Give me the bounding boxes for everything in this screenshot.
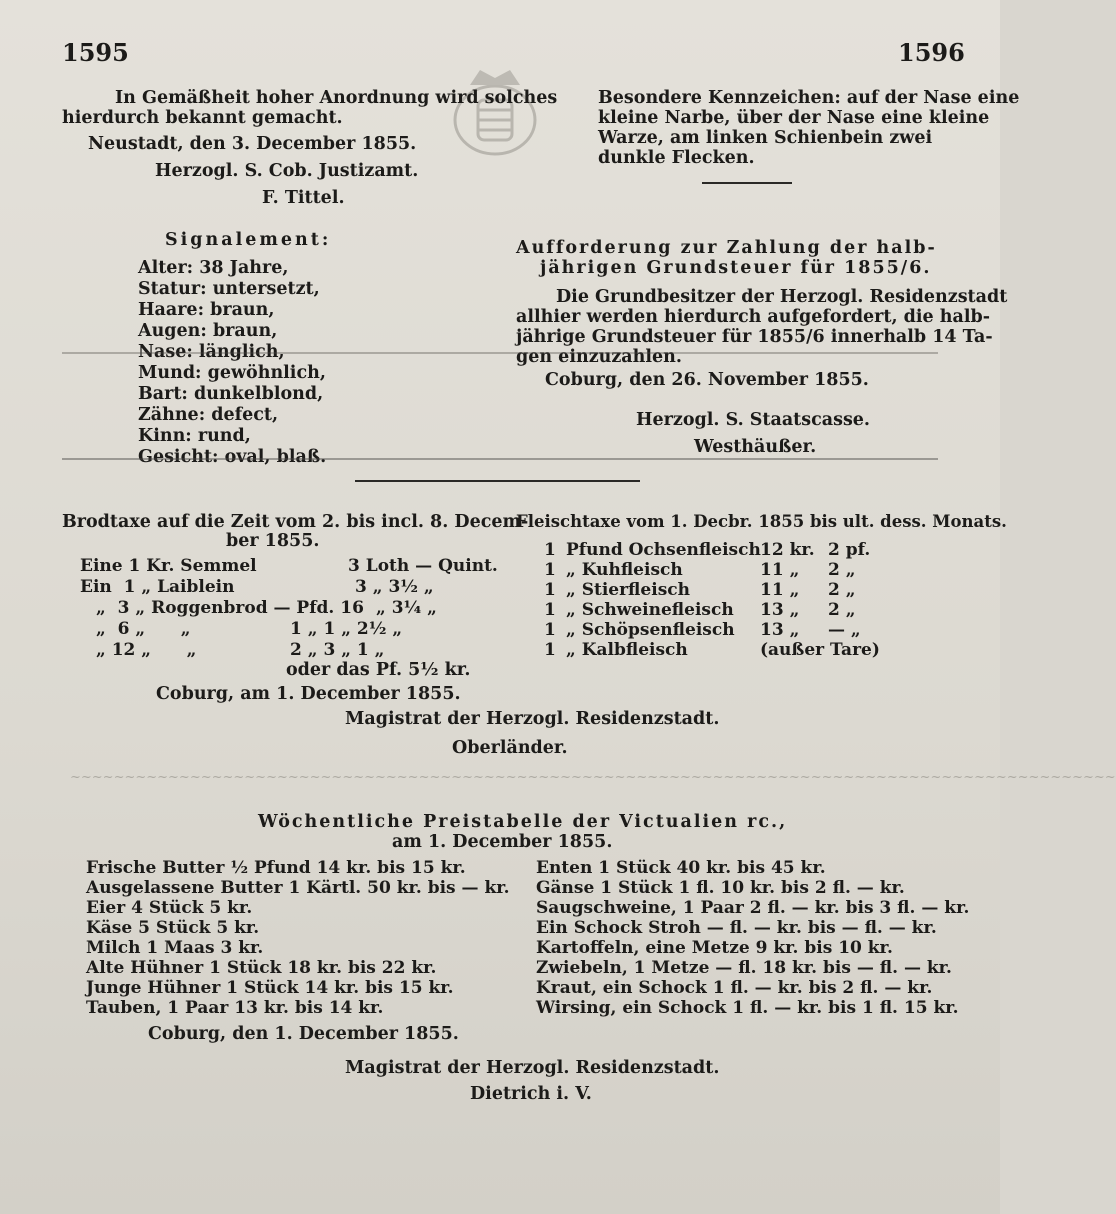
bread-tax-title: Brodtaxe auf die Zeit vom 2. bis incl. 8. Decem- bbox=[62, 512, 529, 532]
victual-item: Käse 5 Stück 5 kr. bbox=[86, 918, 260, 938]
page-number-left: 1595 bbox=[62, 38, 129, 67]
meat-row-count: 1 bbox=[544, 580, 556, 600]
victual-item: Ein Schock Stroh — fl. — kr. bis — fl. — kr. bbox=[536, 918, 937, 938]
victual-item: Eier 4 Stück 5 kr. bbox=[86, 898, 253, 918]
meat-row-item: „ Kuhfleisch bbox=[566, 560, 683, 580]
meat-row-pf: 2 „ bbox=[828, 580, 856, 600]
section-divider bbox=[355, 480, 640, 482]
marks-line: Besondere Kennzeichen: auf der Nase eine bbox=[598, 88, 1020, 108]
notice-signer: F. Tittel. bbox=[262, 188, 345, 208]
signalement-item: Mund: gewöhnlich, bbox=[138, 363, 326, 383]
show-through-text: ~~~~~~~~~~~~~~~~~~~~~~~~~~~~~~~~~~~~~~~~~~~~~~~~~~~~~~~~~~~~~~~~~~~~~~~~~~~~~~~~~~~~~~~~~~~~~~~~ bbox=[70, 770, 1116, 785]
tax-notice-body: Die Grundbesitzer der Herzogl. Residenzstadt bbox=[556, 287, 1008, 307]
signalement-item: Haare: braun, bbox=[138, 300, 275, 320]
bread-tax-place-date: Coburg, am 1. December 1855. bbox=[156, 684, 461, 704]
bread-row-weight: 1 „ 1 „ 2½ „ bbox=[290, 619, 403, 639]
meat-row-kr: 13 „ bbox=[760, 620, 800, 640]
victual-item: Wirsing, ein Schock 1 fl. — kr. bis 1 fl. 15 kr. bbox=[536, 998, 959, 1018]
meat-row-item: „ Kalbfleisch bbox=[566, 640, 688, 660]
show-through-rule bbox=[62, 352, 938, 354]
signalement-title: Signalement: bbox=[165, 230, 332, 250]
signalement-item: Augen: braun, bbox=[138, 321, 278, 341]
meat-row-kr: 11 „ bbox=[760, 560, 800, 580]
bread-row-weight: 3 „ 3½ „ bbox=[355, 577, 434, 597]
marks-line: kleine Narbe, über der Nase eine kleine bbox=[598, 108, 990, 128]
victual-item: Milch 1 Maas 3 kr. bbox=[86, 938, 264, 958]
victual-item: Gänse 1 Stück 1 fl. 10 kr. bis 2 fl. — kr. bbox=[536, 878, 905, 898]
signalement-item: Statur: untersetzt, bbox=[138, 279, 320, 299]
marks-line: dunkle Flecken. bbox=[598, 148, 755, 168]
meat-row-pf: 2 „ bbox=[828, 560, 856, 580]
meat-row-count: 1 bbox=[544, 640, 556, 660]
meat-row-pf: 2 „ bbox=[828, 600, 856, 620]
victual-item: Alte Hühner 1 Stück 18 kr. bis 22 kr. bbox=[86, 958, 437, 978]
notice-office: Herzogl. S. Cob. Justizamt. bbox=[155, 161, 419, 181]
notice-line: hierdurch bekannt gemacht. bbox=[62, 108, 343, 128]
meat-row-count: 1 bbox=[544, 600, 556, 620]
tax-notice-office: Herzogl. S. Staatscasse. bbox=[636, 410, 871, 430]
tax-notice-body: gen einzuzahlen. bbox=[516, 347, 682, 367]
meat-row-count: 1 bbox=[544, 560, 556, 580]
bread-row: Eine 1 Kr. Semmel bbox=[80, 556, 257, 576]
victual-title: Wöchentliche Preistabelle der Victualien rc., bbox=[258, 812, 788, 832]
bread-row-weight: 2 „ 3 „ 1 „ bbox=[290, 640, 385, 660]
signalement-item: Alter: 38 Jahre, bbox=[138, 258, 289, 278]
victual-item: Tauben, 1 Paar 13 kr. bis 14 kr. bbox=[86, 998, 384, 1018]
tax-notice-signer: Westhäußer. bbox=[694, 437, 817, 457]
signalement-item: Nase: länglich, bbox=[138, 342, 285, 362]
meat-row-count: 1 bbox=[544, 540, 556, 560]
notice-line: In Gemäßheit hoher Anordnung wird solches bbox=[115, 88, 558, 108]
victual-item: Saugschweine, 1 Paar 2 fl. — kr. bis 3 fl. — kr. bbox=[536, 898, 970, 918]
meat-row-item: „ Schöpsenfleisch bbox=[566, 620, 735, 640]
magistrat-signer: Dietrich i. V. bbox=[470, 1084, 592, 1104]
victual-place-date: Coburg, den 1. December 1855. bbox=[148, 1024, 459, 1044]
show-through-rule bbox=[62, 458, 938, 460]
tax-notice-body: allhier werden hierdurch aufgefordert, die halb- bbox=[516, 307, 990, 327]
bread-tax-footer: oder das Pf. 5½ kr. bbox=[286, 660, 471, 680]
signalement-item: Bart: dunkelblond, bbox=[138, 384, 324, 404]
tax-notice-body: jährige Grundsteuer für 1855/6 innerhalb 14 Ta- bbox=[516, 327, 993, 347]
meat-row-kr: 12 kr. bbox=[760, 540, 815, 560]
bread-row-weight: „ 3¼ „ bbox=[376, 598, 437, 618]
tax-notice-title: jährigen Grundsteuer für 1855/6. bbox=[540, 258, 932, 278]
meat-row-pf: — „ bbox=[828, 620, 861, 640]
victual-item: Kartoffeln, eine Metze 9 kr. bis 10 kr. bbox=[536, 938, 893, 958]
page-number-right: 1596 bbox=[898, 38, 965, 67]
bread-row: „ 3 „ Roggenbrod — Pfd. 16 bbox=[96, 598, 364, 618]
marks-line: Warze, am linken Schienbein zwei bbox=[598, 128, 933, 148]
short-divider bbox=[702, 182, 792, 184]
tax-notice-place-date: Coburg, den 26. November 1855. bbox=[545, 370, 869, 390]
victual-item: Ausgelassene Butter 1 Kärtl. 50 kr. bis — kr. bbox=[86, 878, 510, 898]
meat-row-item: „ Schweinefleisch bbox=[566, 600, 734, 620]
meat-tax-title: Fleischtaxe vom 1. Decbr. 1855 bis ult. dess. Monats. bbox=[516, 512, 1007, 531]
meat-row-kr: 11 „ bbox=[760, 580, 800, 600]
bread-row-weight: 3 Loth — Quint. bbox=[348, 556, 498, 576]
victual-date: am 1. December 1855. bbox=[392, 832, 613, 852]
signalement-item: Zähne: defect, bbox=[138, 405, 279, 425]
magistrat-signer: Oberländer. bbox=[452, 738, 568, 758]
bread-row: „ 6 „ „ bbox=[96, 619, 191, 639]
bread-row: „ 12 „ „ bbox=[96, 640, 197, 660]
notice-place-date: Neustadt, den 3. December 1855. bbox=[88, 134, 417, 154]
meat-row-note: (außer Tare) bbox=[760, 640, 880, 660]
victual-item: Frische Butter ½ Pfund 14 kr. bis 15 kr. bbox=[86, 858, 466, 878]
victual-item: Zwiebeln, 1 Metze — fl. 18 kr. bis — fl. — kr. bbox=[536, 958, 952, 978]
magistrat-signature: Magistrat der Herzogl. Residenzstadt. bbox=[345, 709, 720, 729]
meat-row-item: „ Stierfleisch bbox=[566, 580, 690, 600]
victual-item: Enten 1 Stück 40 kr. bis 45 kr. bbox=[536, 858, 826, 878]
victual-item: Kraut, ein Schock 1 fl. — kr. bis 2 fl. — kr. bbox=[536, 978, 933, 998]
signalement-item: Kinn: rund, bbox=[138, 426, 251, 446]
signalement-item: Gesicht: oval, blaß. bbox=[138, 447, 327, 467]
bread-tax-title: ber 1855. bbox=[226, 531, 320, 551]
meat-row-item: Pfund Ochsenfleisch bbox=[566, 540, 761, 560]
bread-row: Ein 1 „ Laiblein bbox=[80, 577, 235, 597]
victual-item: Junge Hühner 1 Stück 14 kr. bis 15 kr. bbox=[86, 978, 454, 998]
meat-row-count: 1 bbox=[544, 620, 556, 640]
tax-notice-title: Aufforderung zur Zahlung der halb- bbox=[516, 238, 937, 258]
meat-row-kr: 13 „ bbox=[760, 600, 800, 620]
magistrat-signature: Magistrat der Herzogl. Residenzstadt. bbox=[345, 1058, 720, 1078]
meat-row-pf: 2 pf. bbox=[828, 540, 871, 560]
